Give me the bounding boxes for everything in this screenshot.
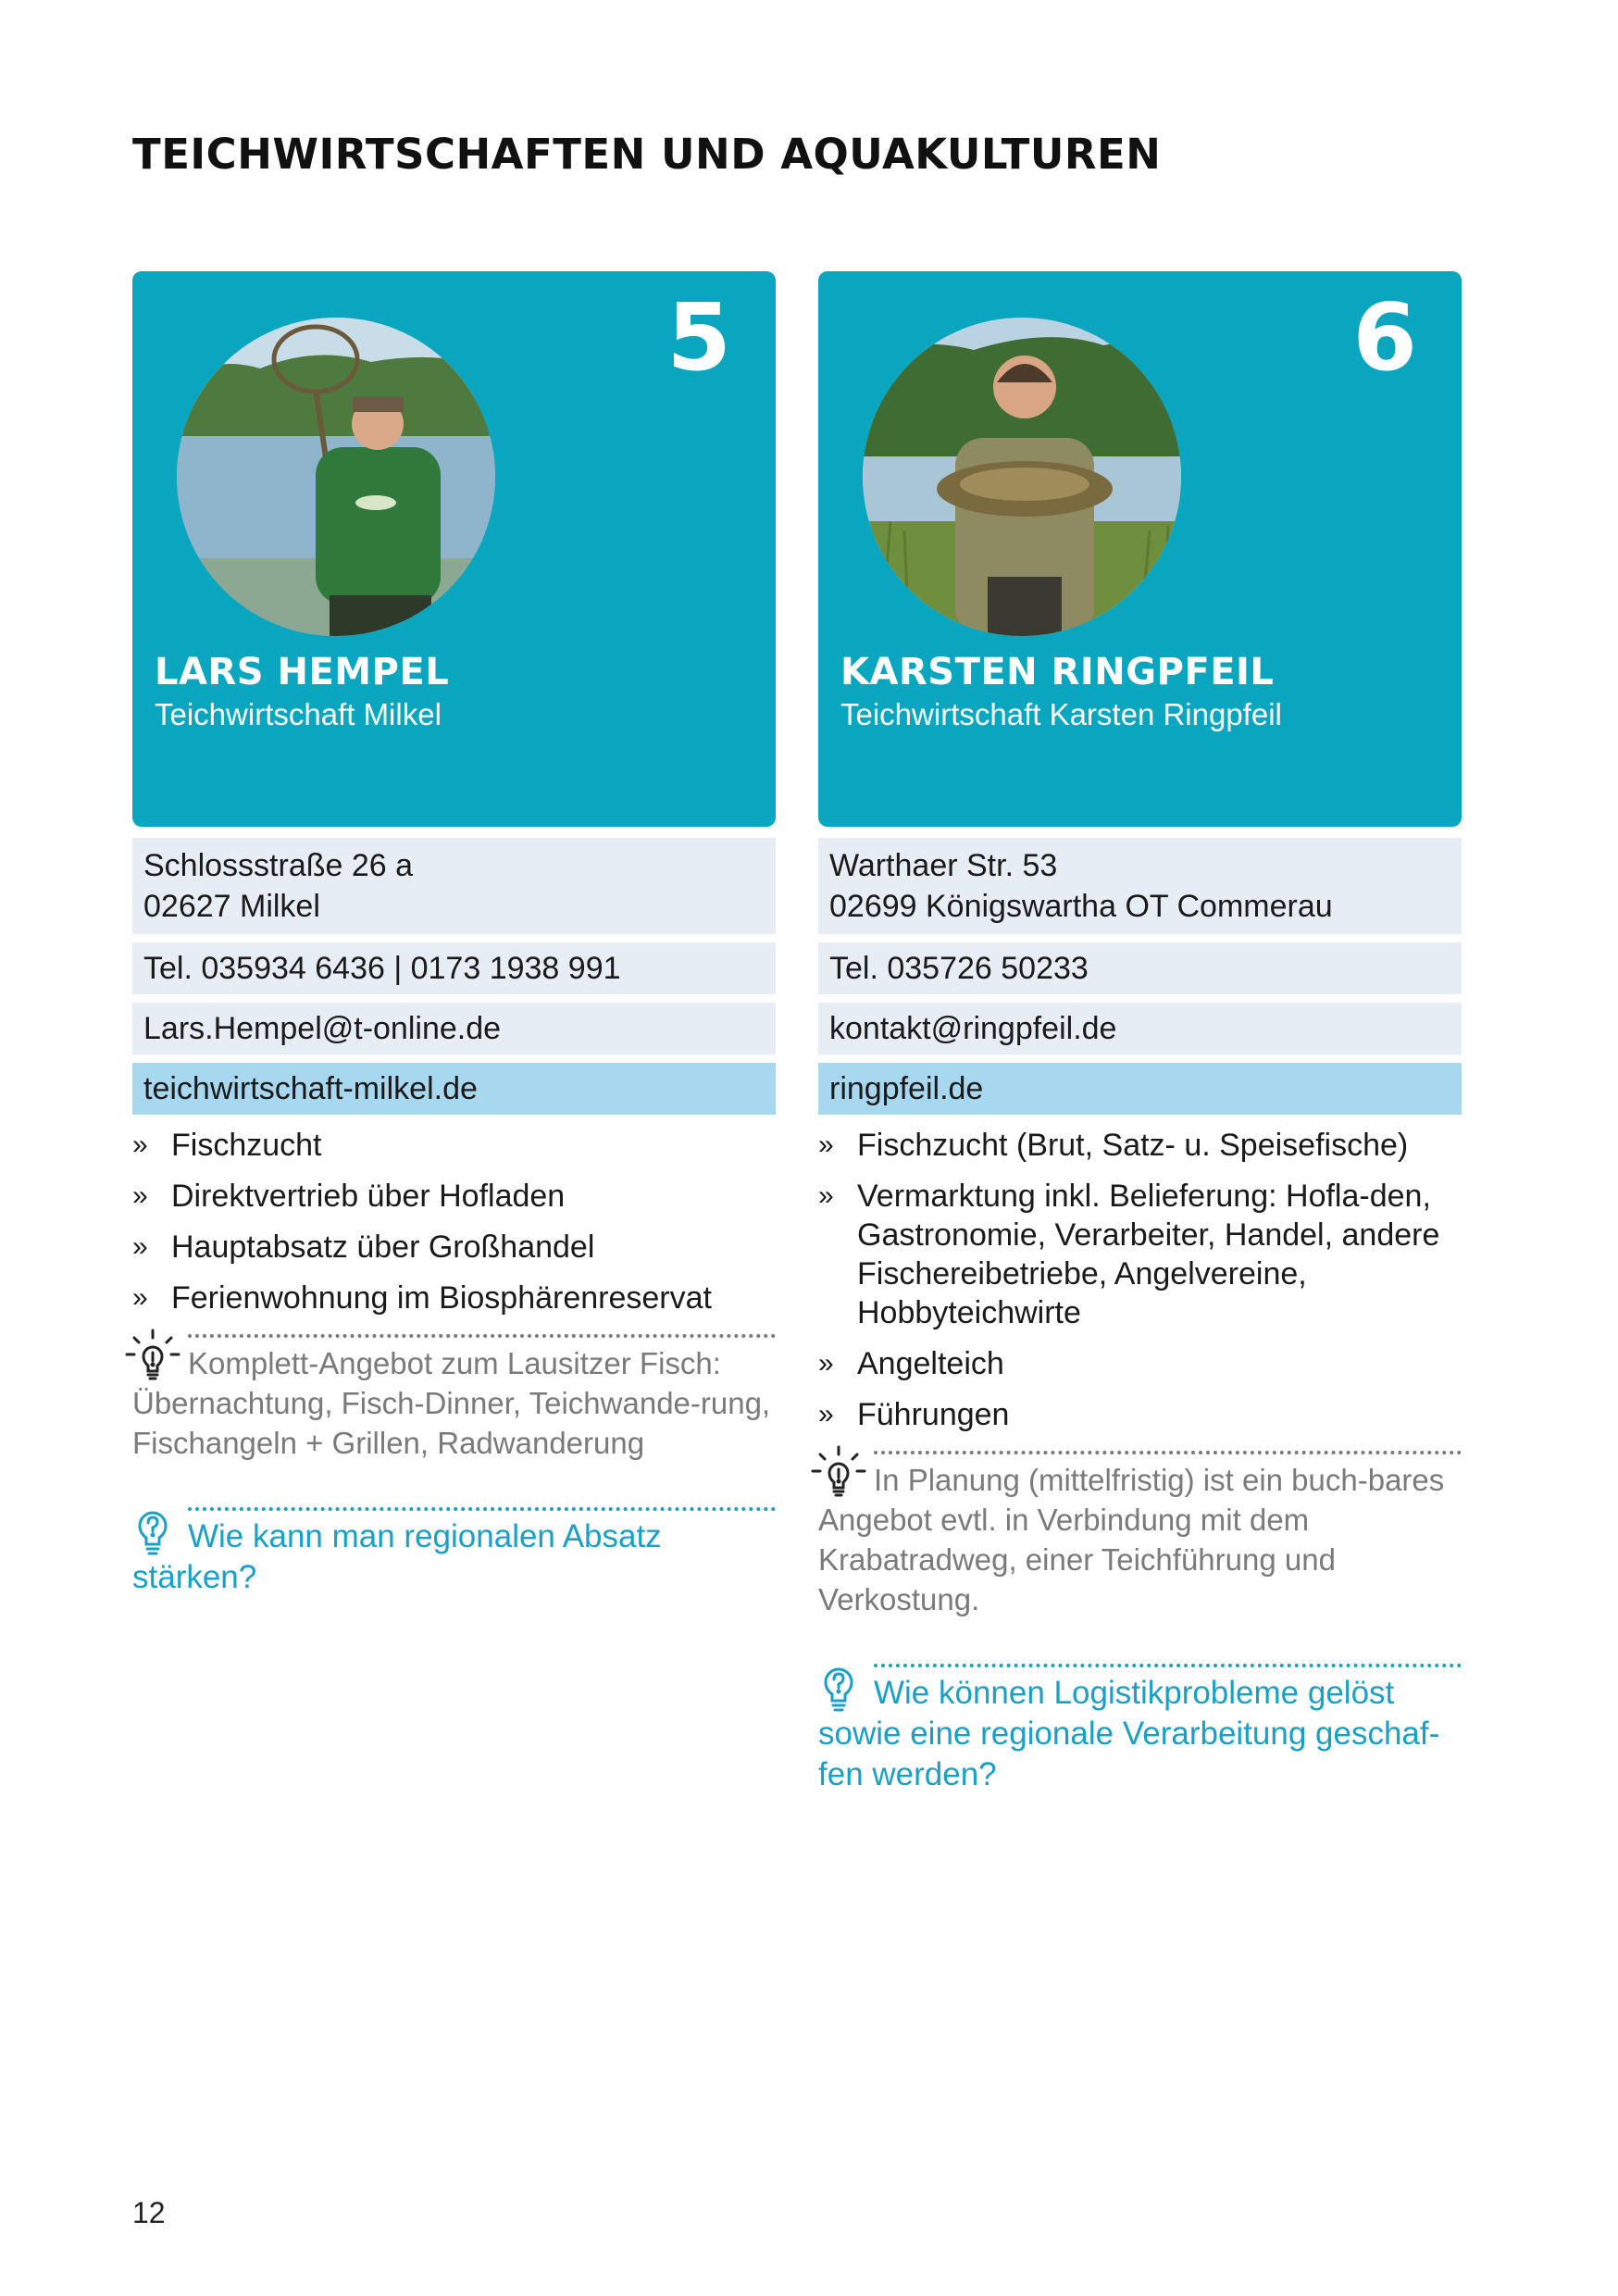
person-name: KARSTEN RINGPFEIL [840, 651, 1275, 693]
address-line: Warthaer Str. 53 [829, 848, 1058, 883]
profile-card [132, 271, 776, 827]
lightbulb-idea-icon [811, 1445, 866, 1501]
email-link[interactable]: Lars.Hempel@t-online.de [132, 1003, 776, 1054]
list-item-text: Direktvertrieb über Hofladen [171, 1179, 566, 1214]
bullet-list [132, 1126, 776, 1317]
question-prompt [132, 1507, 776, 1598]
note-text-wrap [818, 1460, 1462, 1619]
website-link[interactable]: teichwirtschaft-milkel.de [132, 1063, 776, 1115]
list-item [132, 1279, 776, 1317]
dotted-divider [874, 1451, 1462, 1454]
page-title: TEICHWIRTSCHAFTEN UND AQUAKULTUREN [132, 130, 1162, 179]
list-item-text: Fischzucht (Brut, Satz- u. Speisefische) [857, 1128, 1409, 1163]
address-line: Schlossstraße 26 a [143, 848, 414, 883]
business-name: Teichwirtschaft Milkel [155, 697, 442, 731]
bullet-marker: » [132, 1282, 148, 1313]
address [818, 838, 1462, 934]
bullet-marker: » [132, 1129, 148, 1160]
contact-info [132, 838, 776, 1115]
profile-card [818, 271, 1462, 827]
bullet-marker: » [132, 1231, 148, 1262]
bullet-marker: » [818, 1129, 834, 1160]
website-link[interactable]: ringpfeil.de [818, 1063, 1462, 1115]
entry-column-karsten-ringpfeil [818, 271, 1462, 1795]
list-item-text: Angelteich [857, 1346, 1004, 1381]
lightbulb-question-icon [818, 1666, 859, 1717]
list-item-text: Vermarktung inkl. Belieferung: Hofla-den, Gastronomie, Verarbeiter, Handel, andere Fischereibetriebe, Angelvereine, Hobbyteichwirte [857, 1179, 1440, 1330]
entry-number: 5 [666, 283, 731, 392]
page-number: 12 [132, 2196, 166, 2229]
dotted-divider [188, 1507, 776, 1511]
bullet-list [818, 1126, 1462, 1434]
list-item [818, 1344, 1462, 1383]
question-text-wrap [818, 1673, 1462, 1795]
lightbulb-question-icon [132, 1509, 173, 1561]
phone: Tel. 035934 6436 | 0173 1938 991 [132, 942, 776, 994]
dotted-divider [874, 1664, 1462, 1667]
note-text: In Planung (mittelfristig) ist ein buch-bares Angebot evtl. in Verbindung mit dem Krabatradweg, einer Teichführung und Verkostung. [818, 1463, 1445, 1616]
bullet-marker: » [818, 1348, 834, 1379]
list-item [132, 1177, 776, 1216]
offer-note [818, 1451, 1462, 1619]
address-line: 02699 Königswartha OT Commerau [829, 889, 1333, 924]
bullet-marker: » [818, 1180, 834, 1211]
bullet-marker: » [132, 1180, 148, 1211]
dotted-divider [188, 1334, 776, 1338]
person-name: LARS HEMPEL [155, 651, 450, 693]
address [132, 838, 776, 934]
list-item-text: Ferienwohnung im Biosphärenreservat [171, 1280, 712, 1316]
note-text: Komplett-Angebot zum Lausitzer Fisch: Übernachtung, Fisch-Dinner, Teichwande-rung, Fischangeln + Grillen, Radwanderung [132, 1346, 771, 1460]
lightbulb-idea-icon [125, 1329, 180, 1384]
question-text: Wie können Logistikprobleme gelöst sowie eine regionale Verarbeitung geschaf-fen werden? [818, 1675, 1440, 1792]
contact-info [818, 838, 1462, 1115]
phone: Tel. 035726 50233 [818, 942, 1462, 994]
portrait-photo-karsten-ringpfeil [863, 318, 1181, 636]
list-item [818, 1177, 1462, 1332]
entry-number: 6 [1352, 283, 1417, 392]
list-item-text: Hauptabsatz über Großhandel [171, 1229, 595, 1265]
bullet-marker: » [818, 1399, 834, 1429]
portrait-photo-lars-hempel [177, 318, 495, 636]
entry-column-lars-hempel [132, 271, 776, 1598]
list-item-text: Fischzucht [171, 1128, 322, 1163]
business-name: Teichwirtschaft Karsten Ringpfeil [840, 697, 1282, 731]
list-item [818, 1395, 1462, 1434]
question-text-wrap [132, 1516, 776, 1598]
offer-note [132, 1334, 776, 1463]
list-item-text: Führungen [857, 1397, 1010, 1432]
question-prompt [818, 1664, 1462, 1795]
question-text: Wie kann man regionalen Absatz stärken? [132, 1518, 662, 1595]
list-item [132, 1126, 776, 1165]
note-text-wrap [132, 1343, 776, 1463]
email-link[interactable]: kontakt@ringpfeil.de [818, 1003, 1462, 1054]
list-item [132, 1228, 776, 1267]
list-item [818, 1126, 1462, 1165]
address-line: 02627 Milkel [143, 889, 320, 924]
